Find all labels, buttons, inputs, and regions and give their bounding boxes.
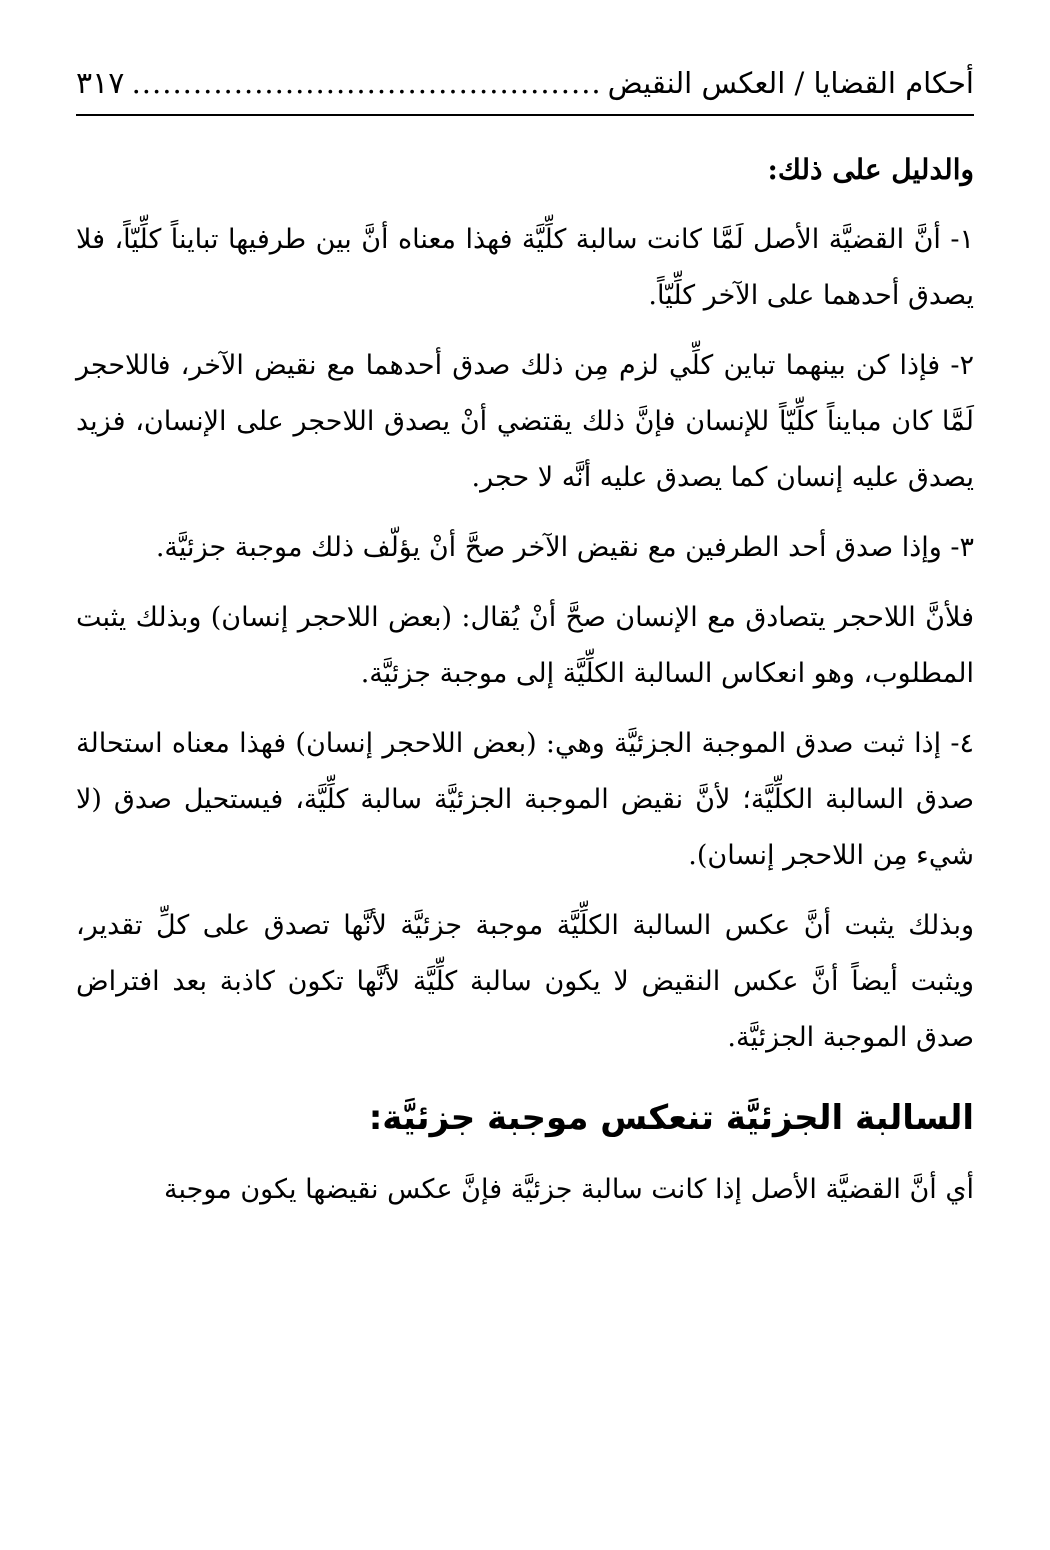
- header-leader-dots: ..............................................: [131, 66, 602, 100]
- page-number: ٣١٧: [76, 66, 125, 101]
- paragraph-3: ٣- وإذا صدق أحد الطرفين مع نقيض الآخر صحَّ أنْ يؤلّف ذلك موجبة جزئيَّة.: [155, 532, 974, 563]
- paragraph-2: ٢- فإذا كن بينهما تباين كلِّي لزم مِن ذلك صدق أحدهما مع نقيض الآخر، فاللاحجر لَمَّا كان مبايناً كلِّيّاً للإنسان فإنَّ ذلك يقتضي أنْ يصدق اللاحجر على الإنسان، فزيد يصدق عليه إنسان كما يصدق عليه أنَّه لا حجر.: [76, 350, 974, 493]
- running-header-title: أحكام القضايا / العكس النقيض: [607, 66, 974, 100]
- paragraph-1: ١- أنَّ القضيَّة الأصل لَمَّا كانت سالبة كلِّيَّة فهذا معناه أنَّ بين طرفيها تبايناً كلِّيّاً، فلا يصدق أحدهما على الآخر كلِّيّاً.: [76, 224, 974, 311]
- book-page: [76, 58, 974, 1232]
- paragraph-6: وبذلك يثبت أنَّ عكس السالبة الكلِّيَّة موجبة جزئيَّة لأنَّها تصدق على كلِّ تقدير، ويثبت أيضاً أنَّ عكس النقيض لا يكون سالبة كلِّيَّة لأنَّها تكون كاذبة بعد افتراض صدق الموجبة الجزئيَّة.: [76, 910, 974, 1053]
- section-subheading: السالبة الجزئيَّة تنعكس موجبة جزئيَّة:: [368, 1098, 974, 1138]
- section-lead: والدليل على ذلك:: [767, 153, 974, 186]
- closing-paragraph: أي أنَّ القضيَّة الأصل إذا كانت سالبة جزئيَّة فإنَّ عكس نقيضها يكون موجبة: [164, 1174, 974, 1205]
- paragraph-5: ٤- إذا ثبت صدق الموجبة الجزئيَّة وهي: (بعض اللاحجر إنسان) فهذا معناه استحالة صدق السالبة الكلِّيَّة؛ لأنَّ نقيض الموجبة الجزئيَّة سالبة كلِّيَّة، فيستحيل صدق (لا شيء مِن اللاحجر إنسان).: [76, 728, 974, 871]
- running-header: [76, 58, 974, 116]
- paragraph-4: فلأنَّ اللاحجر يتصادق مع الإنسان صحَّ أنْ يُقال: (بعض اللاحجر إنسان) وبذلك يثبت المطلوب، وهو انعكاس السالبة الكلِّيَّة إلى موجبة جزئيَّة.: [76, 602, 974, 689]
